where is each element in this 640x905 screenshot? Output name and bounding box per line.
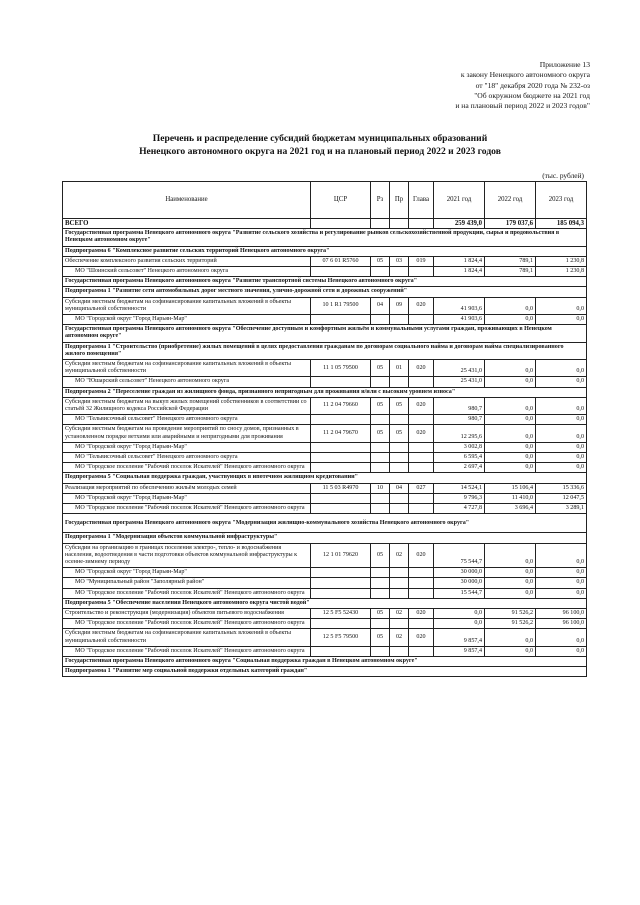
cell-pr [390, 315, 409, 325]
cell-name: Реализация мероприятий по обеспечению жильём молодых семей [63, 483, 311, 493]
row-heading: Подпрограмма 1 "Строительство (приобретение) жилых помещений в целях предоставления гражданам по договорам социального найма и договорам найма специализированного жилого помещения" [63, 342, 587, 359]
document-title [60, 133, 580, 158]
cell-name: МО "Городское поселение "Рабочий поселок Искателей" Ненецкого автономного округа [63, 504, 311, 514]
cell-v3: 96 100,0 [536, 608, 587, 618]
cell-v2: 15 106,4 [485, 483, 536, 493]
row-heading: Подпрограмма 5 "Социальная поддержка граждан, участвующих в ипотечном жилищном кредитовании" [63, 473, 587, 483]
cell-v3: 0,0 [536, 415, 587, 425]
row-heading: Государственная программа Ненецкого автономного округа "Развитие сельского хозяйства и регулирование рынков сельскохозяйственной продукции, сырья и продовольствия в Ненецком автономном округе" [63, 229, 587, 246]
cell-v3: 0,0 [536, 377, 587, 387]
cell-v2: 3 696,4 [485, 504, 536, 514]
cell-rz [371, 504, 390, 514]
cell-gl: 020 [409, 360, 434, 377]
cell-gl: 020 [409, 608, 434, 618]
cell-pr [390, 568, 409, 578]
cell-v1: 15 544,7 [434, 588, 485, 598]
table-row [63, 397, 587, 414]
cell-v3: 0,0 [536, 543, 587, 568]
cell-name: Обеспечение комплексного развития сельских территорий [63, 256, 311, 266]
table-row [63, 425, 587, 442]
cell-v2: 0,0 [485, 315, 536, 325]
cell-pr: 04 [390, 483, 409, 493]
cell-csr: 10 1 R1 79500 [311, 297, 371, 314]
cell-name: МО "Городское поселение "Рабочий поселок Искателей" Ненецкого автономного округа [63, 646, 311, 656]
cell-rz: 05 [371, 397, 390, 414]
cell-v1: 980,7 [434, 397, 485, 414]
program-row [63, 229, 587, 246]
cell-v1: 1 824,4 [434, 256, 485, 266]
row-heading: Государственная программа Ненецкого автономного округа "Обеспечение доступным и комфортным жильём и коммунальными услугами граждан, проживающих в Ненецком автономном округе" [63, 325, 587, 342]
cell-csr: 11 5 03 R4970 [311, 483, 371, 493]
cell-v3: 0,0 [536, 315, 587, 325]
cell-pr [390, 219, 409, 229]
appendix-line: "Об окружном бюджете на 2021 год [474, 90, 590, 100]
cell-csr [311, 493, 371, 503]
cell-v3: 0,0 [536, 646, 587, 656]
cell-v3: 12 047,5 [536, 493, 587, 503]
cell-v3: 0,0 [536, 463, 587, 473]
subprogram-row [63, 598, 587, 608]
header-rz: Рз [371, 182, 390, 219]
cell-v1: 30 000,0 [434, 578, 485, 588]
cell-pr [390, 504, 409, 514]
cell-name: ВСЕГО [63, 219, 311, 229]
cell-v2: 0,0 [485, 543, 536, 568]
total-row [63, 219, 587, 229]
cell-pr: 02 [390, 543, 409, 568]
cell-pr [390, 463, 409, 473]
table-row [63, 543, 587, 568]
cell-rz [371, 219, 390, 229]
header-glava: Глава [409, 182, 434, 219]
table-row [63, 629, 587, 646]
cell-rz [371, 415, 390, 425]
cell-csr: 12 5 F5 79500 [311, 629, 371, 646]
cell-pr [390, 493, 409, 503]
municipality-row [63, 267, 587, 277]
cell-csr [311, 588, 371, 598]
cell-csr: 07 6 01 R5760 [311, 256, 371, 266]
cell-v1: 0,0 [434, 619, 485, 629]
cell-v3: 185 094,3 [536, 219, 587, 229]
cell-v3: 0,0 [536, 397, 587, 414]
cell-v2: 0,0 [485, 360, 536, 377]
cell-v3: 0,0 [536, 588, 587, 598]
cell-gl: 020 [409, 629, 434, 646]
row-heading: Подпрограмма 6 "Комплексное развитие сельских территорий Ненецкого автономного округа" [63, 246, 587, 256]
cell-gl [409, 619, 434, 629]
municipality-row [63, 415, 587, 425]
cell-pr [390, 578, 409, 588]
cell-v3: 0,0 [536, 568, 587, 578]
cell-v2: 789,1 [485, 256, 536, 266]
cell-pr: 05 [390, 397, 409, 414]
cell-name: Субсидии на организацию в границах поселения электро-, тепло- и водоснабжения населения, водоотведения в части подготовки объектов коммунальной инфраструктуры к осенне-зимнему периоду [63, 543, 311, 568]
cell-rz [371, 588, 390, 598]
table-row [63, 483, 587, 493]
municipality-row [63, 646, 587, 656]
cell-rz: 05 [371, 543, 390, 568]
cell-v3: 0,0 [536, 629, 587, 646]
cell-v1: 41 903,6 [434, 297, 485, 314]
municipality-row [63, 315, 587, 325]
header-pr: Пр [390, 182, 409, 219]
municipality-row [63, 453, 587, 463]
cell-rz: 05 [371, 629, 390, 646]
cell-csr [311, 568, 371, 578]
cell-pr: 09 [390, 297, 409, 314]
header-2023: 2023 год [536, 182, 587, 219]
cell-csr [311, 504, 371, 514]
cell-name: Субсидии местным бюджетам на софинансирование капитальных вложений в объекты муниципальной собственности [63, 297, 311, 314]
header-name: Наименование [63, 182, 311, 219]
header-2021: 2021 год [434, 182, 485, 219]
cell-csr [311, 578, 371, 588]
row-heading: Подпрограмма 2 "Переселение граждан из жилищного фонда, признанного непригодным для проживания и/или с высоким уровнем износа" [63, 387, 587, 397]
cell-v2: 0,0 [485, 297, 536, 314]
cell-v2: 0,0 [485, 425, 536, 442]
cell-gl: 020 [409, 425, 434, 442]
cell-pr [390, 588, 409, 598]
cell-v3: 15 336,6 [536, 483, 587, 493]
cell-v2: 789,1 [485, 267, 536, 277]
table-row [63, 360, 587, 377]
cell-name: Субсидии местным бюджетам на софинансирование капитальных вложений в объекты муниципальной собственности [63, 629, 311, 646]
row-heading: Государственная программа Ненецкого автономного округа "Развитие транспортной системы Ненецкого автономного округа" [63, 277, 587, 287]
cell-v1: 6 595,4 [434, 453, 485, 463]
cell-rz [371, 267, 390, 277]
cell-v1: 14 524,1 [434, 483, 485, 493]
cell-v3: 0,0 [536, 297, 587, 314]
subprogram-row [63, 387, 587, 397]
table-row [63, 608, 587, 618]
cell-rz: 05 [371, 256, 390, 266]
cell-rz [371, 453, 390, 463]
cell-name: МО "Муниципальный район "Заполярный район" [63, 578, 311, 588]
program-row [63, 325, 587, 342]
cell-gl [409, 453, 434, 463]
cell-pr [390, 377, 409, 387]
cell-gl [409, 578, 434, 588]
cell-name: МО "Тельвисочный сельсовет" Ненецкого автономного округа [63, 453, 311, 463]
municipality-row [63, 377, 587, 387]
header-2022: 2022 год [485, 182, 536, 219]
cell-rz [371, 578, 390, 588]
cell-csr [311, 219, 371, 229]
cell-gl [409, 568, 434, 578]
cell-v1: 259 439,0 [434, 219, 485, 229]
cell-v2: 11 410,0 [485, 493, 536, 503]
cell-gl [409, 646, 434, 656]
municipality-row [63, 619, 587, 629]
cell-csr: 12 5 F5 52430 [311, 608, 371, 618]
cell-rz: 05 [371, 608, 390, 618]
appendix-line: от "18" декабря 2020 года № 232-оз [475, 80, 590, 90]
appendix-line: Приложение 13 [539, 60, 590, 69]
cell-v1: 3 002,8 [434, 442, 485, 452]
cell-name: МО "Городской округ "Город Нарьян-Мар" [63, 568, 311, 578]
cell-pr: 01 [390, 360, 409, 377]
municipality-row [63, 578, 587, 588]
municipality-row [63, 568, 587, 578]
cell-csr [311, 453, 371, 463]
cell-csr [311, 442, 371, 452]
subprogram-row [63, 246, 587, 256]
cell-v1: 12 295,6 [434, 425, 485, 442]
municipality-row [63, 493, 587, 503]
cell-v2: 91 526,2 [485, 619, 536, 629]
cell-gl: 019 [409, 256, 434, 266]
row-heading: Подпрограмма 1 "Развитие сети автомобильных дорог местного значения, улично-дорожной сети и дорожных сооружений" [63, 287, 587, 297]
cell-csr [311, 267, 371, 277]
cell-v2: 0,0 [485, 568, 536, 578]
cell-v1: 9 857,4 [434, 629, 485, 646]
cell-v1: 9 857,4 [434, 646, 485, 656]
header-csr: ЦСР [311, 182, 371, 219]
cell-pr: 02 [390, 629, 409, 646]
cell-name: Субсидии местным бюджетам на выкуп жилых помещений собственников в соответствии со статьёй 32 Жилищного кодекса Российской Федерации [63, 397, 311, 414]
cell-v2: 0,0 [485, 588, 536, 598]
row-heading: Подпрограмма 5 "Обеспечение населения Ненецкого автономного округа чистой водой" [63, 598, 587, 608]
cell-v1: 75 544,7 [434, 543, 485, 568]
cell-csr: 11 2 04 79660 [311, 397, 371, 414]
cell-v2: 0,0 [485, 397, 536, 414]
municipality-row [63, 442, 587, 452]
program-row [63, 656, 587, 666]
program-row [63, 514, 587, 533]
cell-v2: 0,0 [485, 629, 536, 646]
cell-rz [371, 463, 390, 473]
appendix-line: и на плановый период 2022 и 2023 годов" [455, 101, 590, 111]
cell-name: МО "Юшарский сельсовет" Ненецкого автономного округа [63, 377, 311, 387]
cell-gl: 020 [409, 397, 434, 414]
cell-csr [311, 315, 371, 325]
subprogram-row [63, 667, 587, 677]
row-heading: Подпрограмма 1 "Развитие мер социальной поддержки отдельных категорий граждан" [63, 667, 587, 677]
cell-v2: 0,0 [485, 453, 536, 463]
cell-v2: 0,0 [485, 578, 536, 588]
cell-csr: 11 2 04 79670 [311, 425, 371, 442]
cell-name: Строительство и реконструкция (модернизация) объектов питьевого водоснабжения [63, 608, 311, 618]
subprogram-row [63, 473, 587, 483]
cell-v2: 0,0 [485, 377, 536, 387]
cell-v3: 0,0 [536, 442, 587, 452]
cell-gl [409, 219, 434, 229]
cell-v2: 0,0 [485, 646, 536, 656]
cell-name: МО "Городской округ "Город Нарьян-Мар" [63, 315, 311, 325]
cell-name: Субсидии местным бюджетам на проведение мероприятий по сносу домов, признанных в установленном порядке ветхими или аварийными и непригодными для проживания [63, 425, 311, 442]
subprogram-row [63, 342, 587, 359]
cell-v3: 0,0 [536, 360, 587, 377]
municipality-row [63, 504, 587, 514]
title-line: Ненецкого автономного округа на 2021 год и на плановый период 2022 и 2023 годов [139, 145, 501, 157]
cell-gl: 020 [409, 297, 434, 314]
cell-v2: 0,0 [485, 415, 536, 425]
cell-csr [311, 463, 371, 473]
cell-gl [409, 463, 434, 473]
cell-name: МО "Тельвисочный сельсовет" Ненецкого автономного округа [63, 415, 311, 425]
cell-v1: 9 796,3 [434, 493, 485, 503]
cell-v3: 1 230,8 [536, 256, 587, 266]
cell-v3: 0,0 [536, 425, 587, 442]
cell-rz [371, 646, 390, 656]
cell-pr: 02 [390, 608, 409, 618]
municipality-row [63, 463, 587, 473]
title-line: Перечень и распределение субсидий бюджетам муниципальных образований [152, 133, 488, 144]
cell-pr [390, 646, 409, 656]
cell-name: Субсидии местным бюджетам на софинансирование капитальных вложений в объекты муниципальной собственности [63, 360, 311, 377]
cell-gl [409, 315, 434, 325]
cell-pr [390, 453, 409, 463]
cell-name: МО "Городское поселение "Рабочий поселок Искателей" Ненецкого автономного округа [63, 463, 311, 473]
cell-v2: 179 037,6 [485, 219, 536, 229]
cell-name: МО "Городской округ "Город Нарьян-Мар" [63, 442, 311, 452]
cell-name: МО "Городское поселение "Рабочий поселок Искателей" Ненецкого автономного округа [63, 619, 311, 629]
row-heading: Подпрограмма 1 "Модернизация объектов коммунальной инфраструктуры" [63, 533, 587, 543]
municipality-row [63, 588, 587, 598]
cell-csr [311, 377, 371, 387]
cell-v1: 41 903,6 [434, 315, 485, 325]
cell-gl: 020 [409, 543, 434, 568]
cell-v3: 96 100,0 [536, 619, 587, 629]
cell-v1: 25 431,0 [434, 377, 485, 387]
cell-v3: 3 289,1 [536, 504, 587, 514]
cell-csr: 11 1 05 79500 [311, 360, 371, 377]
cell-rz [371, 442, 390, 452]
cell-gl [409, 493, 434, 503]
cell-pr [390, 619, 409, 629]
cell-gl [409, 504, 434, 514]
program-row [63, 277, 587, 287]
cell-rz [371, 493, 390, 503]
cell-name: МО "Городское поселение "Рабочий поселок Искателей" Ненецкого автономного округа [63, 588, 311, 598]
cell-gl [409, 377, 434, 387]
cell-gl [409, 267, 434, 277]
cell-rz: 10 [371, 483, 390, 493]
subsidies-table [62, 181, 587, 677]
table-row [63, 256, 587, 266]
cell-rz [371, 377, 390, 387]
table-row [63, 297, 587, 314]
cell-v1: 25 431,0 [434, 360, 485, 377]
cell-csr [311, 415, 371, 425]
cell-csr: 12 1 01 79620 [311, 543, 371, 568]
cell-v2: 0,0 [485, 442, 536, 452]
cell-v1: 980,7 [434, 415, 485, 425]
cell-v1: 30 000,0 [434, 568, 485, 578]
cell-csr [311, 619, 371, 629]
cell-gl [409, 415, 434, 425]
cell-v3: 0,0 [536, 578, 587, 588]
cell-rz [371, 619, 390, 629]
cell-rz: 05 [371, 425, 390, 442]
subprogram-row [63, 533, 587, 543]
cell-v1: 2 697,4 [434, 463, 485, 473]
cell-gl [409, 588, 434, 598]
cell-v3: 0,0 [536, 453, 587, 463]
cell-v2: 91 526,2 [485, 608, 536, 618]
cell-gl [409, 442, 434, 452]
cell-pr [390, 415, 409, 425]
cell-v1: 0,0 [434, 608, 485, 618]
row-heading: Государственная программа Ненецкого автономного округа "Социальная поддержка граждан в Ненецком автономном округе" [63, 656, 587, 666]
cell-name: МО "Городской округ "Город Нарьян-Мар" [63, 493, 311, 503]
appendix-line: к закону Ненецкого автономного округа [460, 70, 590, 80]
cell-pr: 05 [390, 425, 409, 442]
cell-rz [371, 568, 390, 578]
cell-rz [371, 315, 390, 325]
cell-v1: 1 824,4 [434, 267, 485, 277]
cell-v3: 1 230,8 [536, 267, 587, 277]
cell-pr: 03 [390, 256, 409, 266]
cell-name: МО "Шоинский сельсовет" Ненецкого автономного округа [63, 267, 311, 277]
cell-rz: 05 [371, 360, 390, 377]
cell-v1: 4 727,8 [434, 504, 485, 514]
appendix-header [350, 60, 590, 111]
units-label: (тыс. рублей) [542, 171, 584, 180]
cell-pr [390, 442, 409, 452]
cell-rz: 04 [371, 297, 390, 314]
table-header-row [63, 182, 587, 219]
cell-csr [311, 646, 371, 656]
cell-gl: 027 [409, 483, 434, 493]
cell-pr [390, 267, 409, 277]
cell-v2: 0,0 [485, 463, 536, 473]
subprogram-row [63, 287, 587, 297]
row-heading: Государственная программа Ненецкого автономного округа "Модернизация жилищно-коммунального хозяйства Ненецкого автономного округа" [63, 514, 587, 533]
